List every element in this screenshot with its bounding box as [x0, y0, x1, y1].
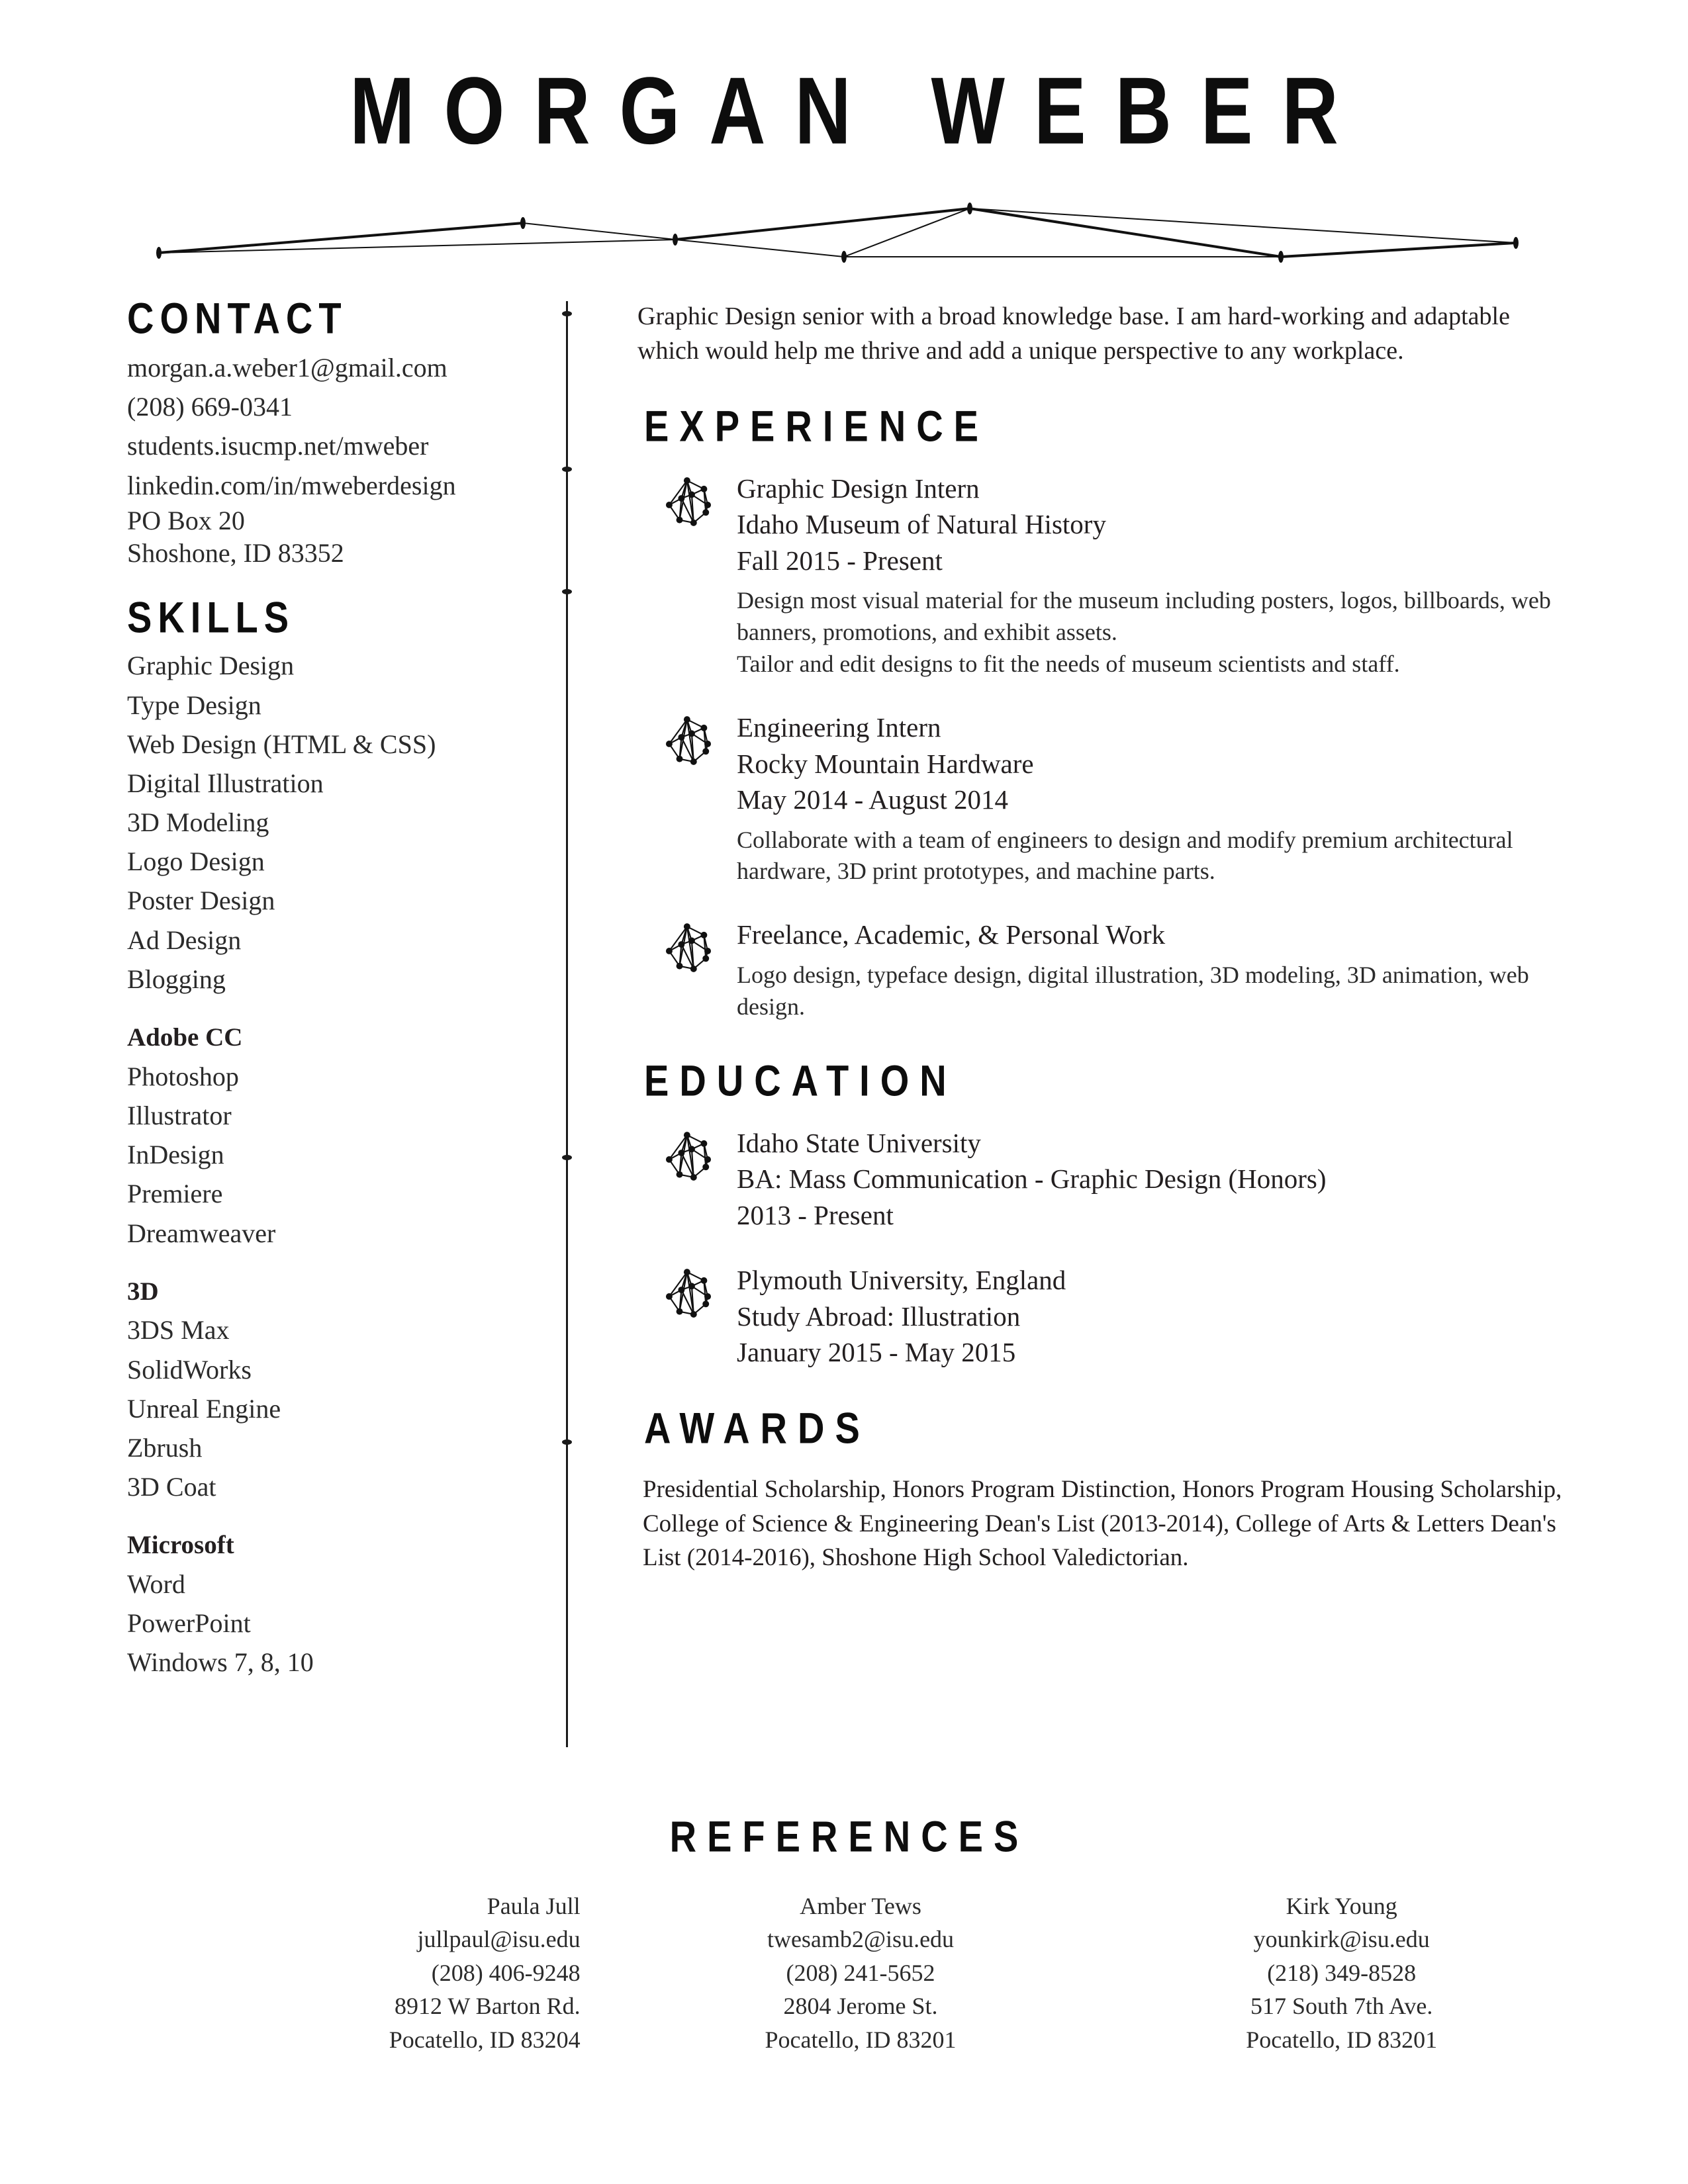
entry-job-title: Freelance, Academic, & Personal Work [737, 919, 1166, 950]
contact-heading: CONTACT [127, 293, 348, 343]
skill-item: Digital Illustration [127, 768, 324, 798]
entry-job-title: Graphic Design Intern [737, 473, 980, 504]
skills-group-list [127, 1565, 544, 1682]
reference-block [633, 1889, 1088, 2056]
graphic-node [673, 234, 678, 246]
reference-phone: (218) 349-8528 [1267, 1959, 1417, 1986]
entry-dates: Fall 2015 - Present [737, 545, 943, 576]
entry-job-title: Engineering Intern [737, 712, 941, 743]
skill-item: Unreal Engine [127, 1393, 281, 1424]
entry-job-title: Plymouth University, England [737, 1265, 1066, 1296]
reference-phone: (208) 241-5652 [786, 1959, 935, 1986]
awards-body: Presidential Scholarship, Honors Program Distinction, Honors Program Housing Scholarship, College of Science & Engineering Dean's List (2013-2014), College of Arts & Letters Dean's List (2014-2016), Shoshone High School Valedictorian. [643, 1475, 1562, 1572]
skills-groups [127, 1019, 544, 1682]
entry-organization: BA: Mass Communication - Graphic Design (Honors) [737, 1163, 1327, 1195]
skills-group-title: Adobe CC [127, 1023, 243, 1052]
graphic-edge [1281, 243, 1516, 257]
graphic-node [520, 217, 526, 229]
graphic-edge [675, 240, 844, 257]
skills-group-title: 3D [127, 1277, 159, 1306]
page-title: MORGAN WEBER [350, 58, 1368, 165]
contact-email: morgan.a.weber1@gmail.com [127, 353, 447, 383]
skill-item: 3D Coat [127, 1472, 216, 1502]
graphic-edge [970, 208, 1516, 243]
reference-name: Kirk Young [1286, 1893, 1397, 1919]
resume-entry [637, 709, 1577, 887]
skill-item: Word [127, 1569, 185, 1600]
reference-block [126, 1889, 633, 2056]
skill-item: 3DS Max [127, 1315, 230, 1345]
reference-city: Pocatello, ID 83204 [389, 2026, 581, 2053]
polyhedron-bullet-icon [663, 712, 714, 769]
graphic-node [841, 251, 847, 263]
entry-job-title: Idaho State University [737, 1127, 981, 1158]
reference-street: 2804 Jerome St. [783, 1993, 938, 2020]
column-divider [566, 301, 568, 1747]
contact-list [127, 348, 544, 569]
entry-dates: January 2015 - May 2015 [737, 1337, 1016, 1368]
graphic-edge [970, 208, 1281, 257]
skills-heading: SKILLS [127, 592, 295, 642]
skill-item: Type Design [127, 690, 261, 720]
reference-name: Amber Tews [800, 1893, 921, 1919]
resume-entry [637, 1262, 1577, 1371]
graphic-node [1513, 237, 1519, 249]
resume-entry [637, 917, 1577, 1023]
contact-address-line-2: Shoshone, ID 83352 [127, 537, 344, 568]
skill-item: Ad Design [127, 925, 242, 955]
polyhedron-bullet-icon [663, 1265, 714, 1322]
entry-organization: Study Abroad: Illustration [737, 1300, 1021, 1332]
reference-street: 8912 W Barton Rd. [395, 1993, 581, 2020]
experience-list [637, 471, 1577, 1023]
references-heading: REFERENCES [669, 1811, 1029, 1861]
skill-item: InDesign [127, 1140, 224, 1170]
skills-general-list [127, 646, 544, 999]
reference-city: Pocatello, ID 83201 [1246, 2026, 1438, 2053]
divider-dot [562, 1155, 572, 1160]
contact-phone: (208) 669-0341 [127, 392, 293, 422]
skill-item: Zbrush [127, 1432, 203, 1463]
reference-city: Pocatello, ID 83201 [765, 2026, 957, 2053]
skills-group-list [127, 1310, 544, 1506]
professional-summary: Graphic Design senior with a broad knowledge base. I am hard-working and adaptable which would help me thrive and add a unique perspective to any workplace. [637, 302, 1510, 365]
skills-group-title: Microsoft [127, 1531, 234, 1560]
resume-entry [637, 1125, 1577, 1234]
reference-name: Paula Jull [487, 1893, 581, 1919]
divider-dot [562, 589, 572, 594]
entry-organization: Idaho Museum of Natural History [737, 509, 1106, 540]
polyhedron-bullet-icon [663, 473, 714, 530]
polyhedron-bullet-icon [663, 1128, 714, 1185]
skill-item: Poster Design [127, 886, 275, 916]
skill-item: PowerPoint [127, 1608, 251, 1639]
experience-heading: EXPERIENCE [644, 401, 989, 451]
entry-description: Collaborate with a team of engineers to design and modify premium architectural hardware, 3D print prototypes, and machine parts. [737, 826, 1513, 885]
reference-email: twesamb2@isu.edu [767, 1926, 955, 1953]
reference-phone: (208) 406-9248 [431, 1959, 581, 1986]
resume-header [0, 0, 1688, 278]
entry-description: Design most visual material for the museum including posters, logos, billboards, web banners, promotions, and exhibit assets. Tailor and edit designs to fit the needs of museum scientists and staff. [737, 587, 1551, 678]
graphic-node [1278, 251, 1284, 263]
main-content [637, 299, 1577, 1600]
entry-organization: Rocky Mountain Hardware [737, 748, 1034, 779]
polyhedron-bullet-icon [663, 919, 714, 976]
contact-portfolio-url: students.isucmp.net/mweber [127, 431, 429, 461]
skill-item: Illustrator [127, 1100, 232, 1130]
entry-dates: May 2014 - August 2014 [737, 784, 1008, 815]
contact-linkedin-url: linkedin.com/in/mweberdesign [127, 470, 456, 500]
skill-item: Logo Design [127, 846, 265, 877]
skill-item: SolidWorks [127, 1354, 252, 1385]
skill-item: Dreamweaver [127, 1218, 276, 1248]
skill-item: Web Design (HTML & CSS) [127, 729, 436, 759]
skills-group-list [127, 1057, 544, 1253]
skill-item: Premiere [127, 1179, 223, 1209]
graphic-node [156, 247, 162, 259]
education-list [637, 1125, 1577, 1371]
reference-street: 517 South 7th Ave. [1250, 1993, 1433, 2020]
reference-email: younkirk@isu.edu [1253, 1926, 1430, 1953]
resume-entry [637, 471, 1577, 680]
divider-dot [562, 1439, 572, 1445]
divider-dot [562, 311, 572, 316]
entry-dates: 2013 - Present [737, 1199, 894, 1230]
skill-item: Windows 7, 8, 10 [127, 1647, 314, 1678]
references-row [126, 1889, 1569, 2056]
graphic-edge [523, 223, 675, 240]
contact-address-line-1: PO Box 20 [127, 505, 245, 535]
education-heading: EDUCATION [644, 1055, 957, 1105]
reference-email: jullpaul@isu.edu [417, 1926, 581, 1953]
graphic-edge [675, 208, 970, 240]
skill-item: Photoshop [127, 1061, 239, 1091]
divider-dot [562, 467, 572, 472]
polygon-network-graphic [0, 185, 1688, 271]
entry-description: Logo design, typeface design, digital illustration, 3D modeling, 3D animation, web design. [737, 961, 1529, 1020]
skill-item: Graphic Design [127, 651, 295, 681]
skill-item: 3D Modeling [127, 807, 269, 838]
reference-block [1088, 1889, 1569, 2056]
awards-heading: AWARDS [644, 1402, 870, 1453]
skill-item: Blogging [127, 964, 226, 994]
sidebar [127, 293, 544, 1682]
graphic-node [967, 203, 972, 214]
